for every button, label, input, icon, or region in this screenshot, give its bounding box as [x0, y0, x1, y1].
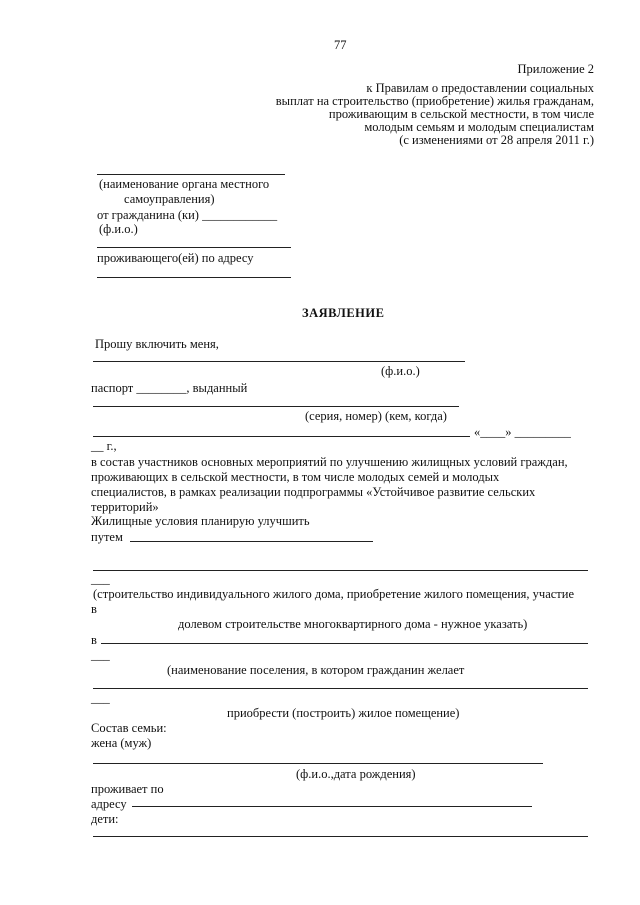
applicant-fio-hint: (ф.и.о.) — [381, 364, 420, 378]
org-name-hint-1: (наименование органа местного — [99, 177, 270, 191]
citizen-fio-hint: (ф.и.о.) — [99, 222, 138, 236]
settlement-hint: (наименование поселения, в котором гражданин желает — [167, 663, 465, 677]
passport-issued-line[interactable] — [93, 406, 459, 407]
way-line[interactable] — [130, 541, 373, 542]
participants-line-3: специалистов, в рамках реализации подпрограммы «Устойчивое развитие сельских — [91, 485, 536, 499]
lives-at-label-2: адресу — [91, 797, 127, 811]
spouse-label: жена (муж) — [91, 736, 152, 750]
citizen-fio-line[interactable] — [97, 247, 291, 248]
applicant-fio-line[interactable] — [93, 361, 465, 362]
document-title: ЗАЯВЛЕНИЕ — [302, 306, 385, 320]
passport-field[interactable]: паспорт ________, выданный — [91, 381, 248, 395]
appendix-line-4: молодым семьям и молодым специалистам — [364, 120, 594, 134]
acquire-hint: приобрести (построить) жилое помещение) — [227, 706, 460, 720]
children-label: дети: — [91, 812, 119, 826]
housing-plan-text: Жилищные условия планирую улучшить — [91, 514, 310, 528]
way-hint-1b: в — [91, 602, 97, 616]
passport-hint: (серия, номер) (кем, когда) — [305, 409, 447, 423]
spouse-address-line[interactable] — [132, 806, 532, 807]
participants-line-2: проживающих в сельской местности, в том числе молодых семей и молодых — [91, 470, 500, 484]
way-dash: ___ — [91, 572, 110, 586]
way-label: путем — [91, 530, 123, 544]
participants-line-1: в состав участников основных мероприятий по улучшению жилищных условий граждан, — [91, 455, 568, 469]
family-composition-label: Состав семьи: — [91, 721, 167, 735]
spouse-hint: (ф.и.о.,дата рождения) — [296, 767, 416, 781]
residing-address-line[interactable] — [97, 277, 291, 278]
way-hint-2: долевом строительстве многоквартирного дома - нужное указать) — [178, 617, 528, 631]
settlement-line[interactable] — [101, 643, 588, 644]
page-number: 77 — [334, 38, 347, 52]
lives-at-label-1: проживает по — [91, 782, 164, 796]
appendix-line-2: выплат на строительство (приобретение) жилья гражданам, — [275, 94, 594, 108]
settlement-in-label: в — [91, 633, 97, 647]
appendix-line-3: проживающим в сельской местности, в том числе — [328, 107, 594, 121]
participants-line-4: территорий» — [91, 500, 159, 514]
issue-date-field[interactable]: «____» _________ — [474, 425, 571, 439]
appendix-line-5: (с изменениями от 28 апреля 2011 г.) — [399, 133, 594, 147]
residing-address-label: проживающего(ей) по адресу — [97, 251, 254, 265]
org-name-line[interactable] — [97, 174, 285, 175]
children-line[interactable] — [93, 836, 588, 837]
settlement-continuation-line[interactable] — [93, 688, 588, 689]
appendix-title: Приложение 2 — [517, 62, 594, 76]
passport-details-line[interactable] — [93, 436, 470, 437]
spouse-line[interactable] — [93, 763, 543, 764]
issue-year-field[interactable]: __ г., — [91, 439, 117, 453]
from-citizen-field[interactable]: от гражданина (ки) ____________ — [97, 208, 278, 222]
org-name-hint-2: самоуправления) — [124, 192, 215, 206]
way-hint-1: (строительство индивидуального жилого дома, приобретение жилого помещения, участие — [93, 587, 575, 601]
appendix-line-1: к Правилам о предоставлении социальных — [366, 81, 594, 95]
request-text: Прошу включить меня, — [95, 337, 219, 351]
acquire-dash: ___ — [91, 691, 110, 705]
way-continuation-line[interactable] — [93, 570, 588, 571]
settlement-dash: ___ — [91, 648, 110, 662]
